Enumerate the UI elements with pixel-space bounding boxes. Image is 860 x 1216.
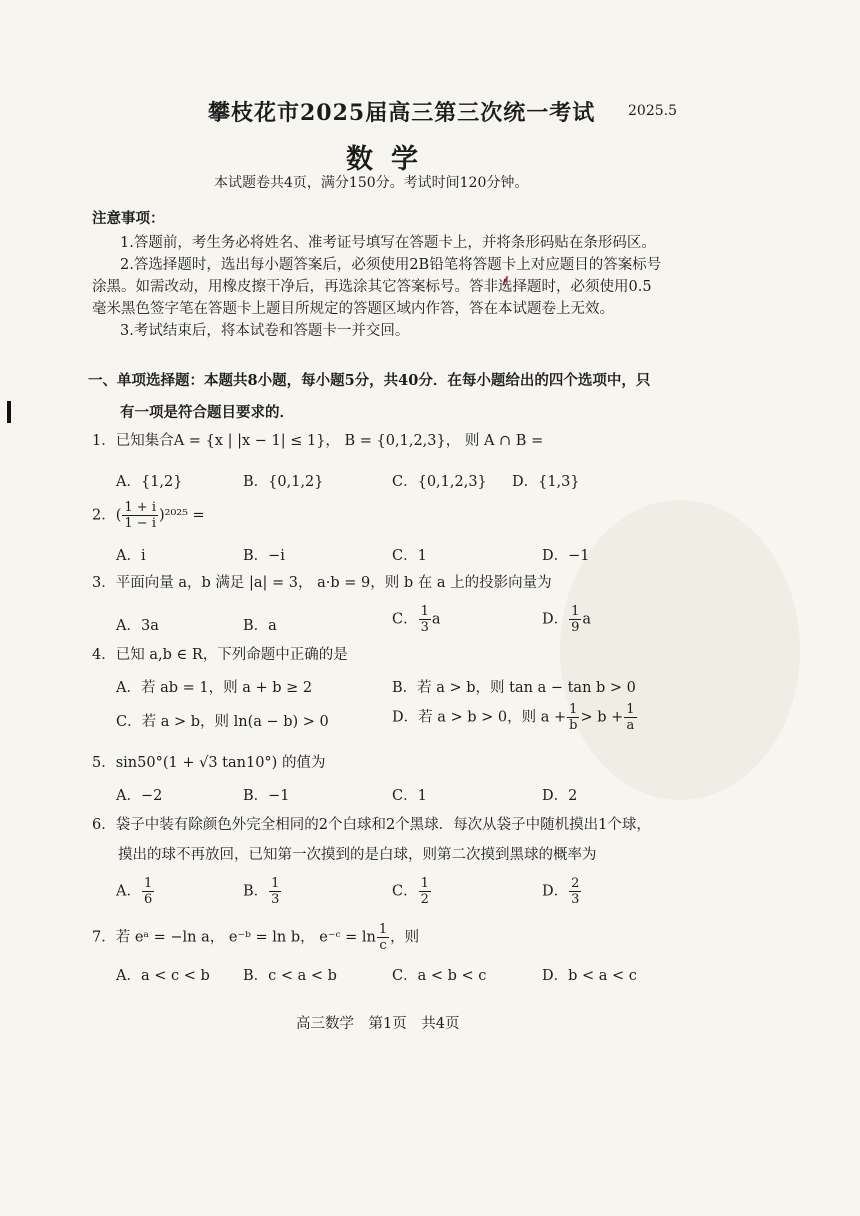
q2-option-a: A．i bbox=[116, 548, 146, 564]
q6-c-denominator: 2 bbox=[420, 892, 429, 907]
question-1-stem: 1．已知集合A = {x | |x − 1| ≤ 1}， B = {0,1,2,3}， 则 A ∩ B = bbox=[92, 433, 544, 449]
q6-a-denominator: 6 bbox=[143, 892, 153, 907]
notice-item-1: 1.答题前，考生务必将姓名、准考证号填写在答题卡上，并将条形码贴在条形码区。 bbox=[120, 235, 656, 251]
q3-c-tail: a bbox=[431, 611, 441, 628]
q7-option-c: C．a < b < c bbox=[392, 968, 487, 984]
margin-mark bbox=[7, 401, 11, 423]
q4-d-denominator-2: a bbox=[626, 718, 635, 733]
q2-number: 2．( bbox=[92, 507, 122, 524]
q7-denominator: c bbox=[379, 938, 387, 953]
question-4-stem: 4．已知 a,b ∈ R，下列命题中正确的是 bbox=[92, 647, 348, 663]
q3-option-d-label: D． bbox=[542, 611, 569, 628]
q6-d-label: D． bbox=[542, 883, 569, 900]
q2-tail: )²⁰²⁵ = bbox=[158, 507, 205, 524]
question-2-stem bbox=[92, 500, 205, 531]
q4-d-fraction-1 bbox=[567, 702, 579, 733]
q6-a-label: A． bbox=[116, 883, 141, 900]
q6-d-fraction bbox=[569, 876, 581, 907]
q7-option-a: A．a < c < b bbox=[116, 968, 210, 984]
section-1-heading: 一、单项选择题：本题共8小题，每小题5分，共40分．在每小题给出的四个选项中，只 bbox=[88, 372, 651, 389]
q1-option-c: C．{0,1,2,3} bbox=[392, 474, 487, 490]
q6-a-numerator: 1 bbox=[143, 876, 153, 891]
q6-b-label: B． bbox=[243, 883, 269, 900]
notice-heading: 注意事项： bbox=[92, 210, 165, 227]
exam-info: 本试题卷共4页，满分150分。考试时间120分钟。 bbox=[214, 175, 529, 191]
q3-option-a: A．3a bbox=[116, 618, 159, 634]
q6-b-fraction bbox=[269, 876, 281, 907]
q6-option-c bbox=[392, 876, 432, 907]
page-footer: 高三数学 第1页 共4页 bbox=[296, 1016, 460, 1032]
q3-c-denominator: 3 bbox=[420, 620, 429, 635]
question-6-line-1: 6．袋子中装有除颜色外完全相同的2个白球和2个黑球．每次从袋子中随机摸出1个球， bbox=[92, 817, 651, 833]
q7-numerator: 1 bbox=[378, 922, 388, 937]
paper-smudge bbox=[560, 500, 800, 800]
q4-d-numerator-1: 1 bbox=[569, 702, 578, 717]
q2-option-d: D．−1 bbox=[542, 548, 590, 564]
q3-option-c bbox=[392, 604, 441, 635]
q6-d-denominator: 3 bbox=[571, 892, 580, 907]
section-1-heading-cont: 有一项是符合题目要求的． bbox=[120, 404, 294, 421]
question-5-stem: 5．sin50°(1 + √3 tan10°) 的值为 bbox=[92, 755, 326, 771]
q7-stem-fraction bbox=[377, 922, 389, 953]
q6-c-label: C． bbox=[392, 883, 418, 900]
q4-d-numerator-2: 1 bbox=[626, 702, 635, 717]
q2-fraction bbox=[122, 500, 158, 531]
notice-item-2-line-3: 毫米黑色签字笔在答题卡上题目所规定的答题区域内作答，答在本试题卷上无效。 bbox=[92, 301, 614, 317]
q4-option-a: A．若 ab = 1，则 a + b ≥ 2 bbox=[116, 680, 313, 696]
q4-d-denominator-1: b bbox=[569, 718, 578, 733]
notice-item-2-line-2: 涂黑。如需改动，用橡皮擦干净后，再选涂其它答案标号。答非选择题时，必须使用0.5 bbox=[92, 279, 652, 295]
q3-option-d-fraction bbox=[569, 604, 581, 635]
q3-option-c-label: C． bbox=[392, 611, 418, 628]
q7-stem-tail: ，则 bbox=[390, 929, 420, 946]
q4-option-d bbox=[392, 702, 638, 733]
q3-d-denominator: 9 bbox=[571, 620, 580, 635]
notice-item-3: 3.考试结束后，将本试卷和答题卡一并交回。 bbox=[120, 323, 410, 339]
q6-c-fraction bbox=[419, 876, 431, 907]
q4-d-head: D．若 a > b > 0，则 a + bbox=[392, 709, 567, 726]
q2-option-c: C．1 bbox=[392, 548, 427, 564]
q6-option-b bbox=[243, 876, 282, 907]
q1-option-a: A．{1,2} bbox=[116, 474, 183, 490]
q4-d-mid: > b + bbox=[580, 709, 624, 726]
q3-d-tail: a bbox=[582, 611, 592, 628]
q6-d-numerator: 2 bbox=[571, 876, 580, 891]
q6-option-a bbox=[116, 876, 155, 907]
question-6-line-2: 摸出的球不再放回，已知第一次摸到的是白球，则第二次摸到黑球的概率为 bbox=[118, 847, 597, 863]
q3-option-b: B．a bbox=[243, 618, 277, 634]
q6-b-numerator: 1 bbox=[271, 876, 280, 891]
q4-option-c: C．若 a > b，则 ln(a − b) > 0 bbox=[116, 714, 329, 730]
q4-option-b: B．若 a > b，则 tan a − tan b > 0 bbox=[392, 680, 636, 696]
q7-stem-head: 7．若 eᵃ = −ln a， e⁻ᵇ = ln b， e⁻ᶜ = ln bbox=[92, 929, 376, 946]
q6-b-denominator: 3 bbox=[271, 892, 280, 907]
q6-a-fraction bbox=[142, 876, 154, 907]
q3-d-numerator: 1 bbox=[571, 604, 580, 619]
q4-d-fraction-2 bbox=[624, 702, 636, 733]
q7-option-b: B．c < a < b bbox=[243, 968, 337, 984]
q3-option-c-fraction bbox=[419, 604, 431, 635]
q5-option-d: D．2 bbox=[542, 788, 578, 804]
q2-frac-numerator: 1 + i bbox=[124, 500, 156, 515]
subject-title: 数学 bbox=[346, 144, 436, 175]
q5-option-c: C．1 bbox=[392, 788, 427, 804]
question-3-stem: 3．平面向量 a，b 满足 |a| = 3， a·b = 9，则 b 在 a 上的投影向量为 bbox=[92, 575, 552, 591]
q5-option-b: B．−1 bbox=[243, 788, 290, 804]
q2-frac-denominator: 1 − i bbox=[124, 516, 156, 531]
q2-option-b: B．−i bbox=[243, 548, 285, 564]
q1-option-b: B．{0,1,2} bbox=[243, 474, 324, 490]
exam-date: 2025.5 bbox=[628, 103, 677, 119]
q3-option-d bbox=[542, 604, 591, 635]
q6-c-numerator: 1 bbox=[420, 876, 429, 891]
q3-c-numerator: 1 bbox=[420, 604, 429, 619]
q7-option-d: D．b < a < c bbox=[542, 968, 637, 984]
question-7-stem bbox=[92, 922, 419, 953]
exam-title: 攀枝花市2025届高三第三次统一考试 bbox=[208, 100, 596, 126]
notice-item-2-line-1: 2.答选择题时，选出每小题答案后，必须使用2B铅笔将答题卡上对应题目的答案标号 bbox=[120, 257, 662, 273]
q5-option-a: A．−2 bbox=[116, 788, 163, 804]
q1-option-d: D．{1,3} bbox=[512, 474, 580, 490]
q6-option-d bbox=[542, 876, 582, 907]
